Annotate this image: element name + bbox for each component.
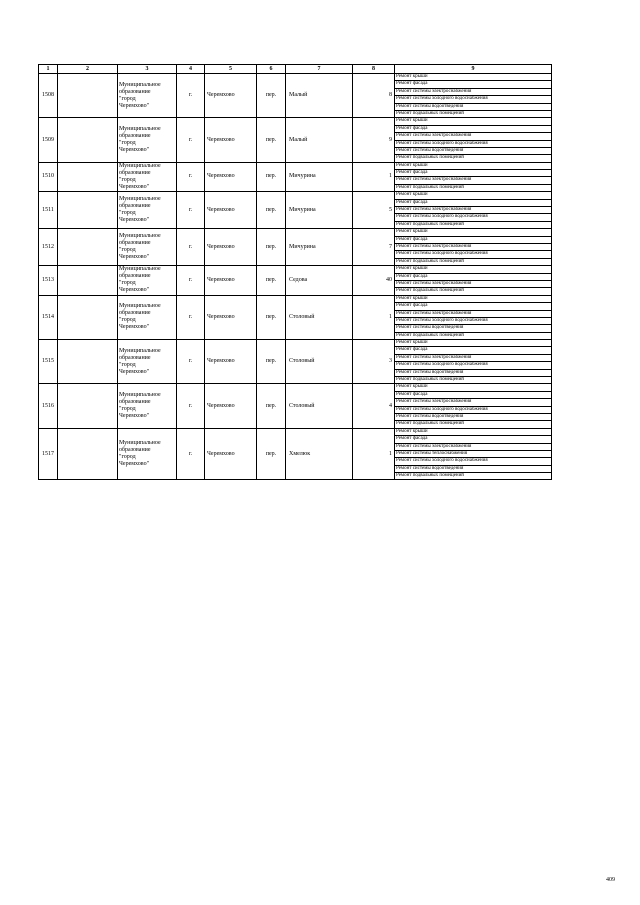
table-row [39,384,552,428]
table-row [39,428,552,480]
work-item: Ремонт системы холодного водоснабжения [395,458,551,465]
municipality-line: образование [119,203,151,210]
city-cell: Черемхово [205,74,257,118]
work-item: Ремонт крыши [395,163,551,170]
house-cell: 9 [353,118,395,162]
city-cell: Черемхово [205,340,257,384]
work-item: Ремонт подвальных помещений [396,110,464,116]
street-cell: Малый [286,118,353,162]
works-table [38,64,552,480]
column-header: 2 [58,65,118,74]
column-header: 9 [395,65,552,74]
empty-cell [58,74,118,118]
work-item: Ремонт крыши [395,266,551,273]
work-item: Ремонт крыши [395,192,551,199]
works-cell [395,295,552,339]
street-cell: Малый [286,74,353,118]
row-number: 1517 [39,428,58,480]
work-item: Ремонт системы электроснабжения [395,133,551,140]
street-type-cell: пер. [257,428,286,480]
work-item: Ремонт системы холодного водоснабжения [395,318,551,325]
municipality-line: Черемхово" [119,287,150,294]
municipality-cell [118,229,177,266]
municipality-line: Черемхово" [119,461,150,468]
work-item: Ремонт системы холодного водоснабжения [395,96,551,103]
municipality-line: Муниципальное [119,440,161,447]
work-item: Ремонт подвальных помещений [396,221,464,227]
municipality-line: "город [119,454,136,461]
house-cell: 5 [353,192,395,229]
work-item: Ремонт фасада [395,81,551,88]
municipality-line: Муниципальное [119,162,161,169]
table-row [39,266,552,296]
empty-cell [58,384,118,428]
city-cell: Черемхово [205,162,257,192]
street-type-cell: пер. [257,295,286,339]
municipality-line: Черемхово" [119,183,150,190]
works-cell [395,266,552,296]
work-item: Ремонт системы водоотведения [395,466,551,473]
house-cell: 1 [353,162,395,192]
row-number: 1513 [39,266,58,296]
street-cell: Столовый [286,295,353,339]
street-type-cell: пер. [257,340,286,384]
municipality-line: Черемхово" [119,254,150,261]
municipality-cell [118,384,177,428]
municipality-cell [118,295,177,339]
street-cell: Столовый [286,340,353,384]
municipality-line: образование [119,310,151,317]
work-item: Ремонт фасада [395,347,551,354]
municipality-line: "город [119,140,136,147]
works-cell [395,340,552,384]
house-cell: 1 [353,295,395,339]
work-item: Ремонт системы электроснабжения [395,281,551,288]
empty-cell [58,340,118,384]
table-row [39,74,552,118]
street-type-cell: пер. [257,118,286,162]
column-header: 1 [39,65,58,74]
work-item: Ремонт системы холодного водоснабжения [395,214,551,221]
municipality-cell [118,192,177,229]
work-item: Ремонт системы электроснабжения [395,444,551,451]
work-item: Ремонт системы холодного водоснабжения [395,407,551,414]
work-item: Ремонт системы электроснабжения [395,207,551,214]
municipality-line: Муниципальное [119,233,161,240]
municipality-line: Муниципальное [119,266,161,273]
work-item: Ремонт подвальных помещений [396,377,464,383]
street-cell: Хмелюк [286,428,353,480]
empty-cell [58,428,118,480]
empty-cell [58,192,118,229]
city-type-cell: г. [177,340,205,384]
column-header: 4 [177,65,205,74]
work-item: Ремонт фасада [395,303,551,310]
work-item: Ремонт системы водоотведения [395,148,551,155]
works-cell [395,192,552,229]
municipality-line: "город [119,210,136,217]
municipality-line: образование [119,273,151,280]
city-type-cell: г. [177,74,205,118]
municipality-line: образование [119,399,151,406]
work-item: Ремонт подвальных помещений [396,473,464,479]
row-number: 1515 [39,340,58,384]
street-type-cell: пер. [257,266,286,296]
work-item: Ремонт системы теплоснабжения [395,451,551,458]
work-item: Ремонт системы электроснабжения [395,399,551,406]
work-item: Ремонт системы электроснабжения [395,177,551,184]
row-number: 1516 [39,384,58,428]
city-type-cell: г. [177,162,205,192]
street-cell: Седова [286,266,353,296]
city-cell: Черемхово [205,428,257,480]
table-row [39,229,552,266]
work-item: Ремонт фасада [395,392,551,399]
municipality-cell [118,266,177,296]
column-header: 7 [286,65,353,74]
column-header: 6 [257,65,286,74]
work-item: Ремонт крыши [395,74,551,81]
column-header: 3 [118,65,177,74]
city-cell: Черемхово [205,384,257,428]
street-cell: Мичурина [286,229,353,266]
municipality-line: "город [119,247,136,254]
page-number: 409 [606,877,615,883]
row-number: 1512 [39,229,58,266]
municipality-line: Черемхово" [119,147,150,154]
municipality-line: "город [119,95,136,102]
work-item: Ремонт фасада [395,126,551,133]
works-cell [395,74,552,118]
street-type-cell: пер. [257,384,286,428]
street-type-cell: пер. [257,162,286,192]
street-cell: Столовый [286,384,353,428]
works-cell [395,162,552,192]
row-number: 1509 [39,118,58,162]
work-item: Ремонт системы водоотведения [395,325,551,332]
municipality-line: Черемхово" [119,368,150,375]
work-item: Ремонт системы холодного водоснабжения [395,362,551,369]
municipality-line: Муниципальное [119,303,161,310]
works-cell [395,428,552,480]
house-cell: 3 [353,340,395,384]
work-item: Ремонт крыши [395,296,551,303]
city-cell: Черемхово [205,229,257,266]
municipality-line: образование [119,88,151,95]
work-item: Ремонт фасада [395,436,551,443]
work-item: Ремонт подвальных помещений [396,184,464,190]
city-cell: Черемхово [205,192,257,229]
work-item: Ремонт системы водоотведения [395,414,551,421]
city-cell: Черемхово [205,295,257,339]
work-item: Ремонт системы электроснабжения [395,355,551,362]
row-number: 1514 [39,295,58,339]
city-type-cell: г. [177,428,205,480]
municipality-line: образование [119,354,151,361]
work-item: Ремонт крыши [395,429,551,436]
work-item: Ремонт крыши [395,340,551,347]
municipality-line: Черемхово" [119,102,150,109]
empty-cell [58,266,118,296]
works-cell [395,384,552,428]
house-cell: 40 [353,266,395,296]
row-number: 1510 [39,162,58,192]
municipality-line: образование [119,240,151,247]
work-item: Ремонт подвальных помещений [396,332,464,338]
work-item: Ремонт фасада [395,237,551,244]
work-item: Ремонт системы водоотведения [395,104,551,111]
municipality-line: образование [119,169,151,176]
street-type-cell: пер. [257,192,286,229]
table-row [39,340,552,384]
municipality-line: Муниципальное [119,392,161,399]
street-cell: Мичурина [286,162,353,192]
work-item: Ремонт системы холодного водоснабжения [395,141,551,148]
table-body [39,74,552,480]
municipality-line: "город [119,280,136,287]
work-item: Ремонт системы холодного водоснабжения [395,251,551,258]
work-item: Ремонт подвальных помещений [396,258,464,264]
city-type-cell: г. [177,384,205,428]
work-item: Ремонт системы электроснабжения [395,311,551,318]
work-item: Ремонт фасада [395,170,551,177]
work-item: Ремонт системы электроснабжения [395,89,551,96]
work-item: Ремонт системы электроснабжения [395,244,551,251]
municipality-line: Черемхово" [119,413,150,420]
municipality-line: образование [119,133,151,140]
municipality-line: Муниципальное [119,126,161,133]
house-cell: 1 [353,428,395,480]
municipality-line: Черемхово" [119,324,150,331]
work-item: Ремонт системы водоотведения [395,370,551,377]
table-row [39,192,552,229]
city-type-cell: г. [177,266,205,296]
house-cell: 7 [353,229,395,266]
municipality-line: Муниципальное [119,81,161,88]
header-row [39,65,552,74]
column-header: 5 [205,65,257,74]
empty-cell [58,118,118,162]
municipality-line: Муниципальное [119,196,161,203]
row-number: 1508 [39,74,58,118]
street-cell: Мичурина [286,192,353,229]
municipality-line: "город [119,317,136,324]
municipality-cell [118,428,177,480]
table-row [39,118,552,162]
street-type-cell: пер. [257,229,286,266]
city-type-cell: г. [177,192,205,229]
work-item: Ремонт подвальных помещений [396,288,464,294]
city-type-cell: г. [177,295,205,339]
table-row [39,162,552,192]
column-header: 8 [353,65,395,74]
street-type-cell: пер. [257,74,286,118]
work-item: Ремонт фасада [395,200,551,207]
work-item: Ремонт подвальных помещений [396,155,464,161]
city-type-cell: г. [177,118,205,162]
row-number: 1511 [39,192,58,229]
municipality-cell [118,118,177,162]
work-item: Ремонт фасада [395,274,551,281]
municipality-cell [118,162,177,192]
empty-cell [58,162,118,192]
empty-cell [58,295,118,339]
municipality-line: "город [119,406,136,413]
municipality-cell [118,340,177,384]
work-item: Ремонт подвальных помещений [396,421,464,427]
works-cell [395,229,552,266]
city-cell: Черемхово [205,266,257,296]
work-item: Ремонт крыши [395,384,551,391]
table-row [39,295,552,339]
house-cell: 4 [353,384,395,428]
house-cell: 8 [353,74,395,118]
municipality-line: Муниципальное [119,347,161,354]
city-cell: Черемхово [205,118,257,162]
municipality-line: Черемхово" [119,217,150,224]
municipality-cell [118,74,177,118]
works-cell [395,118,552,162]
municipality-line: "город [119,361,136,368]
work-item: Ремонт крыши [395,118,551,125]
municipality-line: образование [119,447,151,454]
work-item: Ремонт крыши [395,229,551,236]
municipality-line: "город [119,176,136,183]
city-type-cell: г. [177,229,205,266]
empty-cell [58,229,118,266]
